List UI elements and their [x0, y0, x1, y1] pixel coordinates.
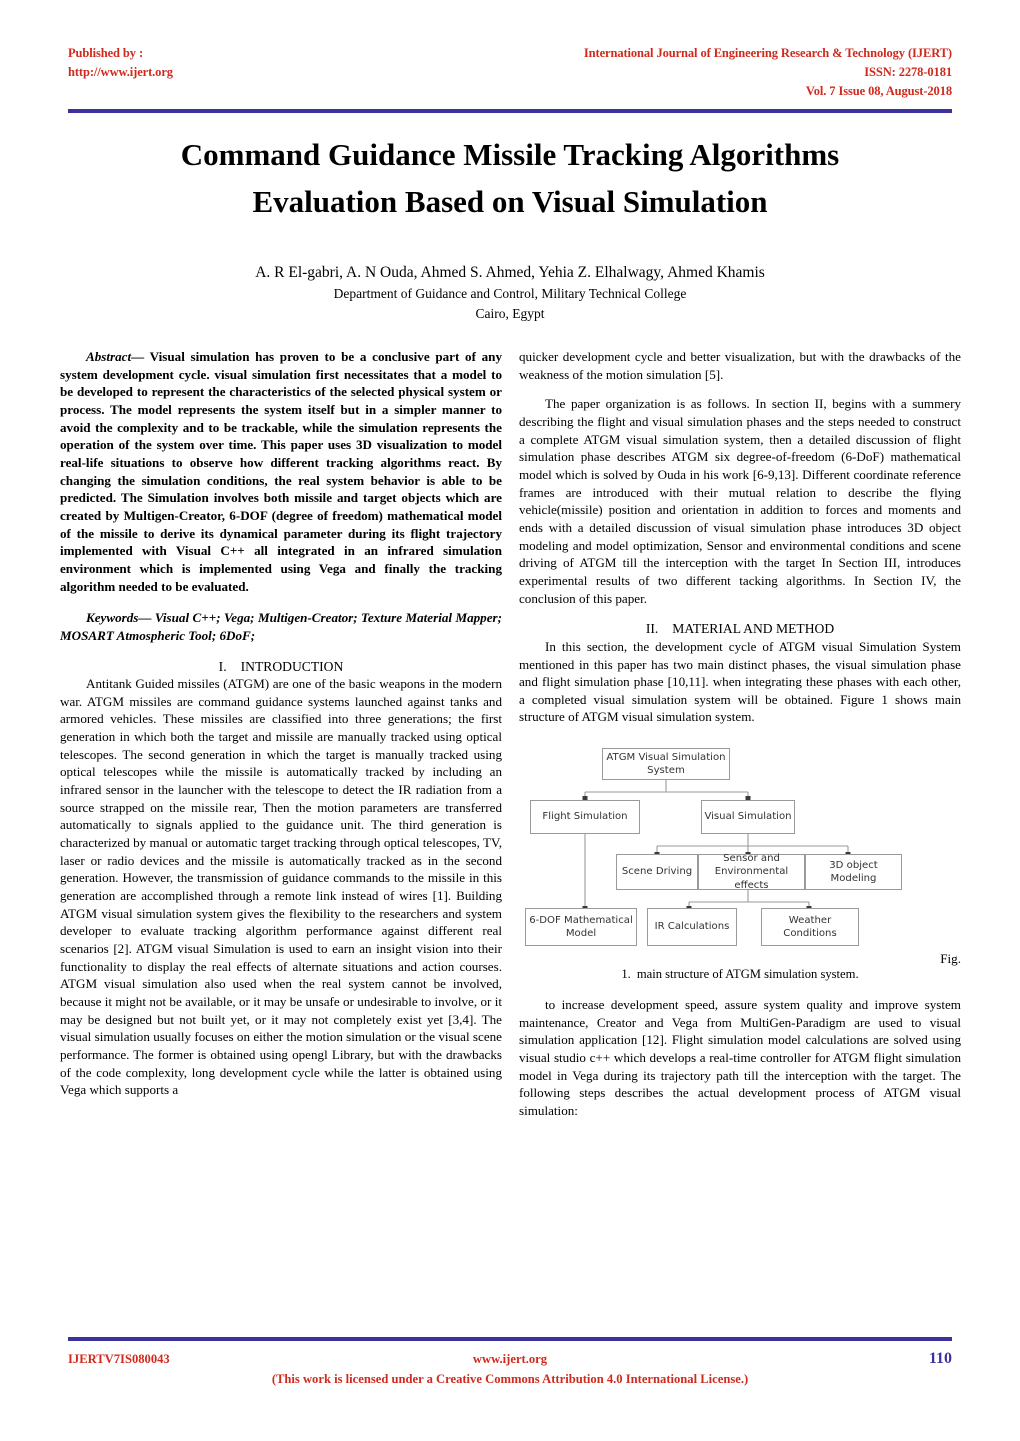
figure-caption-text: main structure of ATGM simulation system.: [636, 967, 859, 982]
diagram-box-6dof-mathematical-model-label: 6-DOF Mathematical Model: [529, 914, 633, 940]
section-number-intro: I.: [218, 658, 227, 674]
diagram-box-scene-driving-label: Scene Driving: [621, 866, 693, 878]
intro-paragraph-1: Antitank Guided missiles (ATGM) are one of the basic weapons in the modern war. ATGM missiles are command guidance systems launched against tanks and armored vehicles. These missiles are classified into three generations; the first generation in which both the target and missile are manually tracked using optical telescopes. The second generation in which the target is manually tracked using optical telescopes while the missile is automatically tracked by including an infrared sensor in the launcher with the telescope to detect the IR radiation from a source strapped on the missile rear, Then the motion parameters are transferred automatically to signals applied to the guidance unit. The third generation is characterized by manual or automatic target tracking through optical telescopes, TV, laser or radio devices and the missile is automatically tracked as in the second generation. However, the transmission of guidance commands to the missile in this generation are accomplished through a remote link instead of wires [1]. Building ATGM visual simulation system gives the flexibility to the researchers and system developer to evaluate tracking algorithm performance against different real scenarios [2]. ATGM visual Simulation is used to earn an insight vision into their functionality to display the real effects of alternate situations and action courses. ATGM visual simulation also used when the real system cannot be involved, because it might not be available, or it may be unsafe or undesirable to involve, or it may be designed but not built yet, or it may not completely exist yet [3,4]. The visual simulation usually focuses on either the motion simulation or the visual scene performance. The former is obtained using opengl Library, but with the drawbacks of the code complexity, long development cycle while the latter is obtained using Vega which supports a: [60, 676, 502, 1098]
diagram-box-flight-simulation-label: Flight Simulation: [542, 811, 628, 823]
title-line-1: Command Guidance Missile Tracking Algorithms: [180, 137, 840, 172]
footer-site-link[interactable]: www.ijert.org: [472, 1352, 548, 1366]
figure-caption-number: 1.: [621, 967, 631, 982]
title-line-2: Evaluation Based on Visual Simulation: [252, 184, 768, 219]
author-department: Department of Guidance and Control, Military Technical College: [333, 286, 687, 301]
atgm-block-diagram: [519, 738, 961, 970]
footer-page-number: 110: [928, 1350, 952, 1367]
paragraph-spacer: [519, 383, 961, 395]
footer: [68, 1352, 952, 1402]
footer-license-text: (This work is licensed under a Creative Commons Attribution 4.0 International License.): [271, 1372, 749, 1386]
diagram-box-sensor-environmental-effects-label: Sensor and Environmental effects: [714, 852, 789, 891]
footer-divider: [68, 1337, 952, 1341]
abstract-paragraph: [60, 348, 502, 595]
footer-paper-code: IJERTV7IS080043: [68, 1352, 170, 1366]
section-heading-material-and-method: [519, 620, 961, 638]
keywords-paragraph: [60, 609, 502, 644]
diagram-box-visual-simulation: [701, 800, 795, 834]
masthead-right: [352, 44, 952, 101]
diagram-box-6dof-mathematical-model: [525, 908, 637, 946]
author-names: A. R El-gabri, A. N Ouda, Ahmed S. Ahmed, Yehia Z. Elhalwagy, Ahmed Khamis: [255, 264, 765, 281]
published-by-label: Published by :: [68, 46, 144, 60]
diagram-box-ir-calculations: [647, 908, 737, 946]
material-paragraph-1: In this section, the development cycle of ATGM visual Simulation System mentioned in this paper has two main distinct phases, the visual simulation phase and flight simulation phase [10,11]. when integrating these phases with each other, a completed visual simulation system will be obtained. Figure 1 shows main structure of ATGM visual simulation system.: [519, 638, 961, 725]
section-number-material: II.: [645, 621, 659, 637]
abstract-label: Abstract—: [86, 349, 145, 364]
section-heading-introduction: [60, 658, 502, 676]
issn: ISSN: 2278-0181: [864, 65, 952, 79]
header-divider: [68, 109, 952, 113]
volume-issue: Vol. 7 Issue 08, August-2018: [805, 84, 952, 98]
publisher-url[interactable]: http://www.ijert.org: [68, 65, 173, 79]
author-block: [68, 262, 952, 324]
diagram-box-root-label: ATGM Visual Simulation System: [606, 751, 726, 777]
page-title: [68, 131, 952, 225]
column-right: [519, 348, 961, 1120]
abstract-body: Visual simulation has proven to be a conclusive part of any system development cycle. visual simulation first necessitates that a model to be developed to represent the characteristics of the selected physical system or process. The model represents the system itself but in a simpler manner to avoid the complexity and to be trackable, while the simulation represents the operation of the system over time. This paper uses 3D visualization to model real-life situations to observe how different tracking algorithms react. By changing the simulation conditions, the real system behavior is able to be predicted. The Simulation involves both missile and target objects which are created by Multigen-Creator, 6-DOF (degree of freedom) mathematical model of the missile to derive its dynamical parameter during its flight trajectory implemented with Visual C++ all integrated in an infrared simulation environment which is implemented using Vega and finally the tracking algorithm needed to be evaluated.: [60, 349, 502, 594]
figure-1: [519, 738, 961, 982]
diagram-box-scene-driving: [616, 854, 698, 890]
diagram-box-weather-conditions: [761, 908, 859, 946]
diagram-box-ir-calculations-label: IR Calculations: [654, 921, 730, 933]
diagram-box-root: [602, 748, 730, 780]
section-title-intro: INTRODUCTION: [240, 658, 344, 674]
diagram-box-flight-simulation: [530, 800, 640, 834]
diagram-box-3d-object-modeling: [805, 854, 902, 890]
figure-caption: [519, 966, 961, 984]
journal-name: International Journal of Engineering Research & Technology (IJERT): [583, 46, 952, 60]
keywords-body: Visual C++; Vega; Multigen-Creator; Texture Material Mapper; MOSART Atmospheric Tool; 6DoF;: [60, 610, 503, 643]
diagram-box-sensor-environmental-effects: [698, 854, 805, 890]
diagram-box-3d-object-modeling-label: 3D object Modeling: [829, 859, 878, 885]
diagram-box-visual-simulation-label: Visual Simulation: [704, 811, 792, 823]
right-paragraph-1: quicker development cycle and better visualization, but with the drawbacks of the weakness of the motion simulation [5].: [519, 349, 961, 382]
right-paragraph-2: The paper organization is as follows. In section II, begins with a summery describing the flight and visual simulation phases and the steps needed to construct a complete ATGM visual simulation system, then a detailed discussion of flight simulation phase describes ATGM six degree-of-freedom (6-DoF) mathematical model which is solved by Ouda in his work [6-9,13]. Different coordinate reference frames are introduced with their mutual relation to describe the flying vehicle(missile) position and orientation in addition to forces and moments and ends with a detailed discussion of visual simulation phase introduces 3D object modeling and model optimization, Sensor and environmental conditions and scene driving of ATGM till the interception with the target In Section III, introduces experimental results of two different tacking algorithms. In Section IV, the conclusion of this paper.: [519, 396, 961, 606]
figure-label-fig: Fig.: [940, 951, 961, 967]
author-city: Cairo, Egypt: [475, 306, 545, 321]
masthead-left: [68, 44, 368, 82]
after-figure-paragraph-1: to increase development speed, assure system quality and improve system maintenance, Creator and Vega from MultiGen-Paradigm are used to visual simulation application [12]. Flight simulation model calculations are solved using visual studio c++ which develops a real-time controller for ATGM flight simulation model in Vega during its trajectory path till the interception with the target. The following steps describes the actual development process of ATGM visual simulation:: [519, 997, 961, 1119]
diagram-box-weather-conditions-label: Weather Conditions: [783, 914, 837, 940]
section-title-material: MATERIAL AND METHOD: [672, 621, 835, 637]
column-left: [60, 348, 502, 1099]
keywords-label: Keywords—: [86, 610, 152, 626]
masthead: [68, 44, 952, 104]
